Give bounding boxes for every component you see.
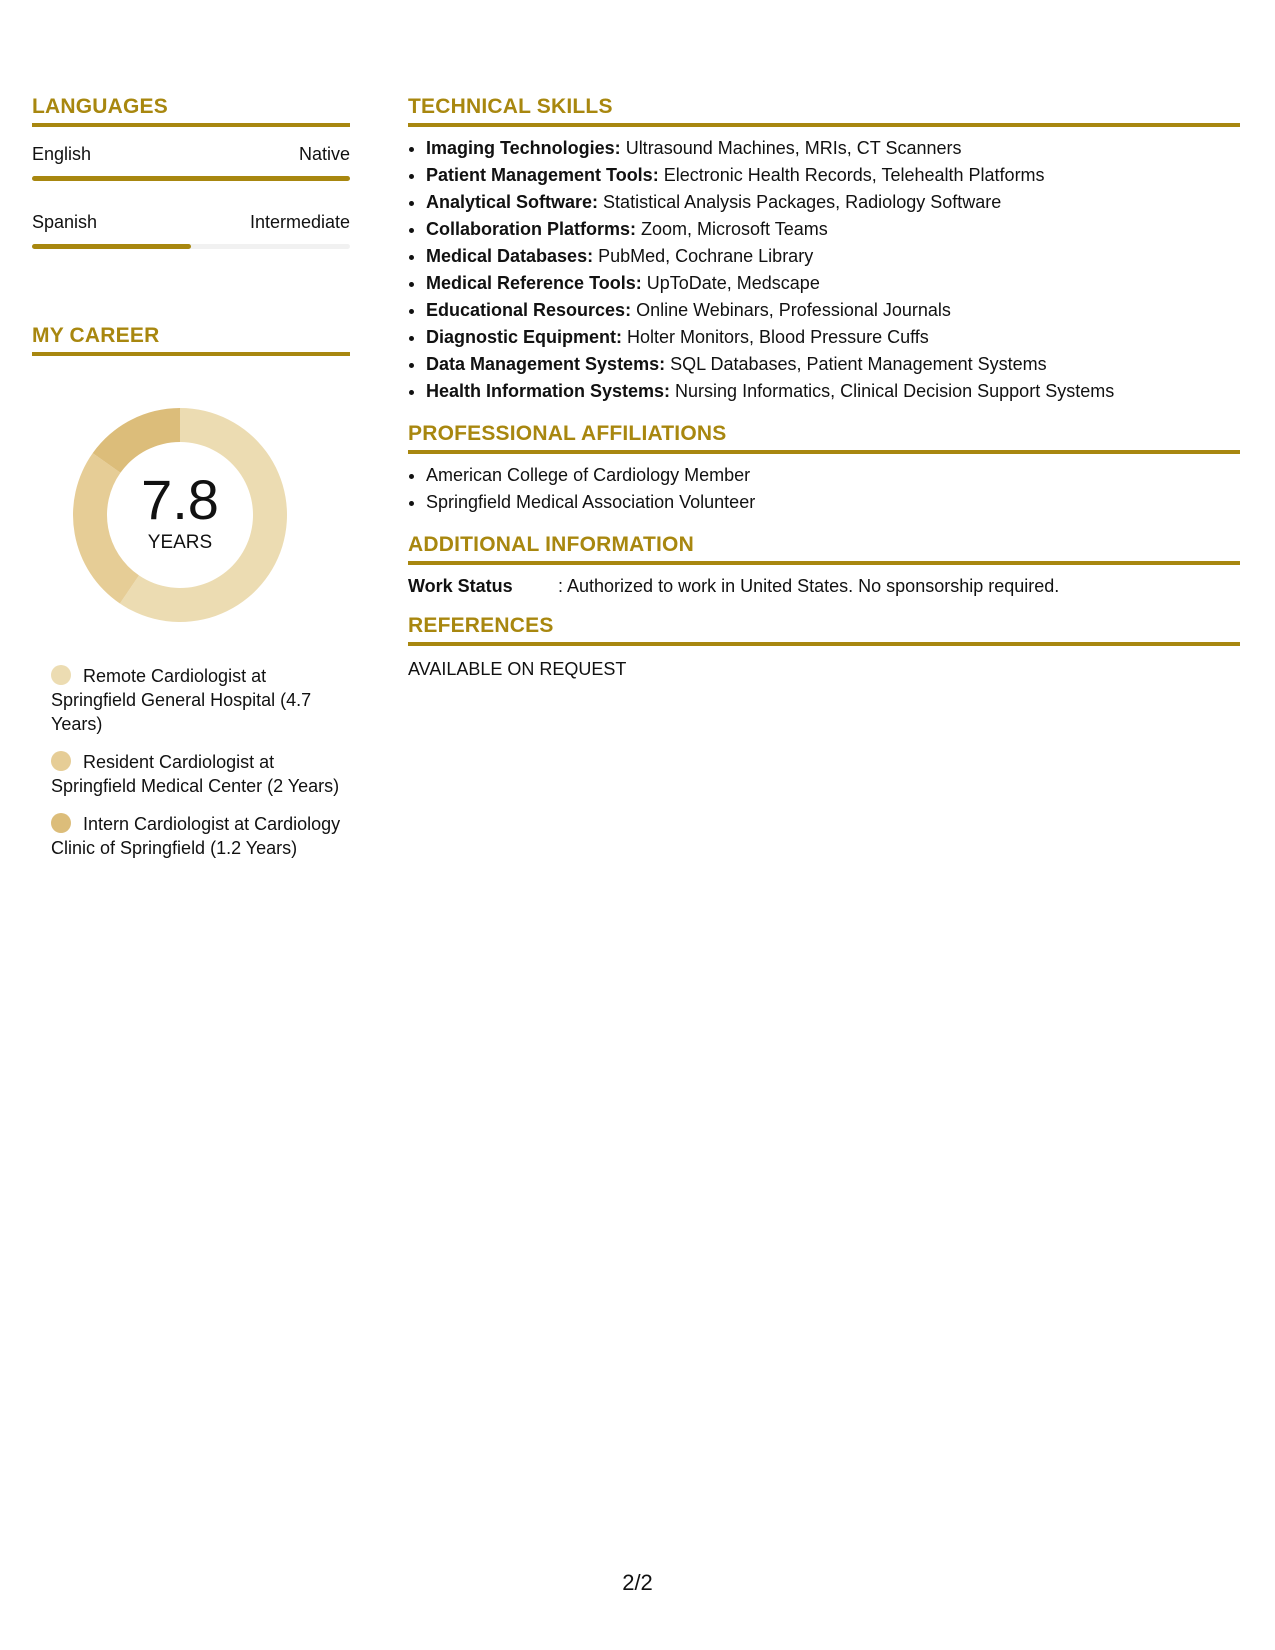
legend-dot: [51, 813, 71, 833]
skill-label: Imaging Technologies:: [426, 138, 621, 158]
skill-item: [426, 378, 1240, 405]
skill-item: [426, 162, 1240, 189]
references-title: REFERENCES: [408, 613, 1240, 646]
skill-value: Ultrasound Machines, MRIs, CT Scanners: [620, 138, 962, 158]
skill-label: Educational Resources:: [426, 300, 632, 320]
skill-label: Diagnostic Equipment:: [426, 327, 623, 347]
skill-item: [426, 324, 1240, 351]
skill-item: [426, 216, 1240, 243]
skill-item: [426, 135, 1240, 162]
skill-label: Health Information Systems:: [426, 381, 671, 401]
career-title: MY CAREER: [32, 323, 350, 356]
career-donut-chart: [65, 400, 295, 630]
page-number: 2/2: [622, 1570, 653, 1595]
skill-item: [426, 297, 1240, 324]
legend-dot: [51, 665, 71, 685]
language-bar: [32, 176, 350, 181]
career-legend: [51, 664, 341, 860]
skill-value: Nursing Informatics, Clinical Decision Support Systems: [670, 381, 1115, 401]
skill-value: Zoom, Microsoft Teams: [636, 219, 828, 239]
skill-label: Analytical Software:: [426, 192, 599, 212]
skill-label: Medical Databases:: [426, 246, 594, 266]
skill-item: [426, 351, 1240, 378]
work-status-label: Work Status: [408, 576, 513, 596]
legend-label: Intern Cardiologist at Cardiology Clinic of Springfield (1.2 Years): [51, 814, 341, 858]
affiliation-item: • Springfield Medical Association Volunteer: [426, 489, 1240, 516]
skill-value: SQL Databases, Patient Management Systems: [665, 354, 1047, 374]
languages-title: LANGUAGES: [32, 94, 350, 127]
affiliation-item: • American College of Cardiology Member: [426, 462, 1240, 489]
skill-label: Data Management Systems:: [426, 354, 666, 374]
additional-info-title: ADDITIONAL INFORMATION: [408, 532, 1240, 565]
work-status-value: : Authorized to work in United States. No sponsorship required.: [558, 576, 1060, 596]
skill-value: Statistical Analysis Packages, Radiology Software: [598, 192, 1002, 212]
language-item: [32, 211, 350, 249]
legend-label: Resident Cardiologist at Springfield Medical Center (2 Years): [51, 752, 340, 796]
language-bar-fill: [32, 176, 350, 181]
affiliations-title: PROFESSIONAL AFFILIATIONS: [408, 421, 1240, 454]
skill-label: Medical Reference Tools:: [426, 273, 642, 293]
career-total-unit: YEARS: [147, 532, 213, 553]
legend-label: Remote Cardiologist at Springfield General Hospital (4.7 Years): [51, 666, 312, 734]
language-bar: [32, 244, 350, 249]
skill-label: Patient Management Tools:: [426, 165, 659, 185]
skill-value: Holter Monitors, Blood Pressure Cuffs: [622, 327, 929, 347]
references-text: AVAILABLE ON REQUEST: [408, 659, 627, 679]
left-column: [32, 94, 350, 874]
language-name: Spanish: [32, 212, 98, 232]
legend-item: [51, 750, 341, 798]
legend-item: [51, 812, 341, 860]
language-bar-fill: [32, 244, 191, 249]
legend-dot: [51, 751, 71, 771]
skill-label: Collaboration Platforms:: [426, 219, 637, 239]
skill-item: [426, 189, 1240, 216]
skill-value: UpToDate, Medscape: [641, 273, 820, 293]
skill-item: [426, 270, 1240, 297]
work-status-row: [408, 575, 1240, 597]
technical-skills-list: [408, 135, 1240, 405]
skill-value: Electronic Health Records, Telehealth Platforms: [658, 165, 1045, 185]
language-item: [32, 143, 350, 181]
legend-item: [51, 664, 341, 736]
technical-skills-title: TECHNICAL SKILLS: [408, 94, 1240, 127]
skill-value: Online Webinars, Professional Journals: [631, 300, 951, 320]
affiliations-list: [408, 462, 1240, 516]
skill-value: PubMed, Cochrane Library: [593, 246, 814, 266]
language-level: Native: [298, 144, 350, 164]
career-total-years: 7.8: [141, 468, 219, 531]
right-column: [408, 94, 1240, 680]
language-level: Intermediate: [249, 212, 350, 232]
skill-item: [426, 243, 1240, 270]
language-name: English: [32, 144, 92, 164]
